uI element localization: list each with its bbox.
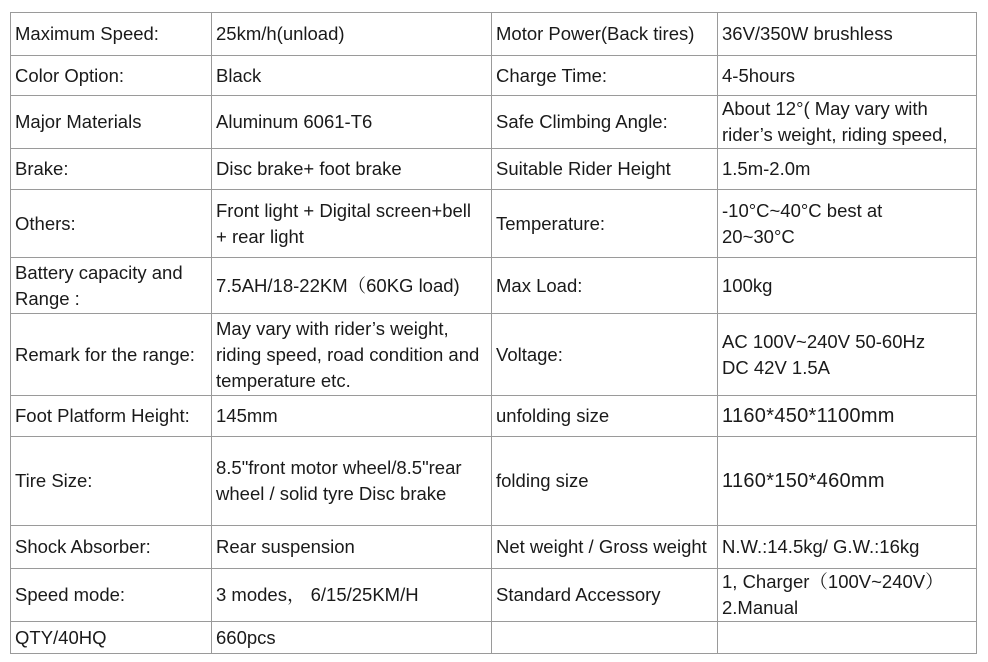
spec-value: 100kg (718, 258, 977, 314)
spec-label: Shock Absorber: (11, 526, 212, 569)
spec-value: -10°C~40°C best at 20~30°C (718, 190, 977, 258)
table-row (11, 149, 977, 190)
spec-label: Voltage: (492, 314, 718, 396)
spec-label: folding size (492, 437, 718, 526)
spec-label: Safe Climbing Angle: (492, 96, 718, 149)
spec-value: About 12°( May vary with rider’s weight, riding speed, (718, 96, 977, 149)
table-row (11, 437, 977, 526)
spec-value: 36V/350W brushless (718, 13, 977, 56)
table-row (11, 96, 977, 149)
spec-label: unfolding size (492, 396, 718, 437)
spec-label: Others: (11, 190, 212, 258)
spec-label: Standard Accessory (492, 569, 718, 622)
spec-value: 1160*150*460mm (718, 437, 977, 526)
table-row (11, 190, 977, 258)
spec-label: Battery capacity and Range : (11, 258, 212, 314)
spec-value: 1.5m-2.0m (718, 149, 977, 190)
table-row (11, 526, 977, 569)
spec-label: Charge Time: (492, 56, 718, 96)
table-row (11, 13, 977, 56)
spec-value: May vary with rider’s weight, riding speed, road condition and temperature etc. (212, 314, 492, 396)
table-row (11, 258, 977, 314)
spec-label: QTY/40HQ (11, 622, 212, 654)
spec-label: Foot Platform Height: (11, 396, 212, 437)
spec-value: 25km/h(unload) (212, 13, 492, 56)
table-row (11, 56, 977, 96)
spec-value: 145mm (212, 396, 492, 437)
spec-label: Motor Power(Back tires) (492, 13, 718, 56)
spec-value: N.W.:14.5kg/ G.W.:16kg (718, 526, 977, 569)
spec-label: Tire Size: (11, 437, 212, 526)
spec-value: Aluminum 6061-T6 (212, 96, 492, 149)
spec-table (10, 12, 977, 654)
spec-label: Major Materials (11, 96, 212, 149)
spec-value: 660pcs (212, 622, 492, 654)
spec-label: Speed mode: (11, 569, 212, 622)
spec-value: 1, Charger（100V~240V） 2.Manual (718, 569, 977, 622)
table-row (11, 622, 977, 654)
spec-value: 4-5hours (718, 56, 977, 96)
spec-value: Front light + Digital screen+bell + rear light (212, 190, 492, 258)
spec-label: Maximum Speed: (11, 13, 212, 56)
spec-label (492, 622, 718, 654)
table-row (11, 314, 977, 396)
spec-value: Black (212, 56, 492, 96)
spec-value (718, 622, 977, 654)
spec-value: Rear suspension (212, 526, 492, 569)
spec-value: 1160*450*1100mm (718, 396, 977, 437)
table-row (11, 569, 977, 622)
spec-label: Temperature: (492, 190, 718, 258)
spec-label: Max Load: (492, 258, 718, 314)
spec-value: AC 100V~240V 50-60Hz DC 42V 1.5A (718, 314, 977, 396)
spec-label: Remark for the range: (11, 314, 212, 396)
spec-value: Disc brake+ foot brake (212, 149, 492, 190)
spec-value: 3 modes， 6/15/25KM/H (212, 569, 492, 622)
spec-label: Color Option: (11, 56, 212, 96)
spec-value: 7.5AH/18-22KM（60KG load) (212, 258, 492, 314)
spec-label: Brake: (11, 149, 212, 190)
table-row (11, 396, 977, 437)
spec-value: 8.5"front motor wheel/8.5"rear wheel / solid tyre Disc brake (212, 437, 492, 526)
spec-label: Net weight / Gross weight (492, 526, 718, 569)
spec-label: Suitable Rider Height (492, 149, 718, 190)
